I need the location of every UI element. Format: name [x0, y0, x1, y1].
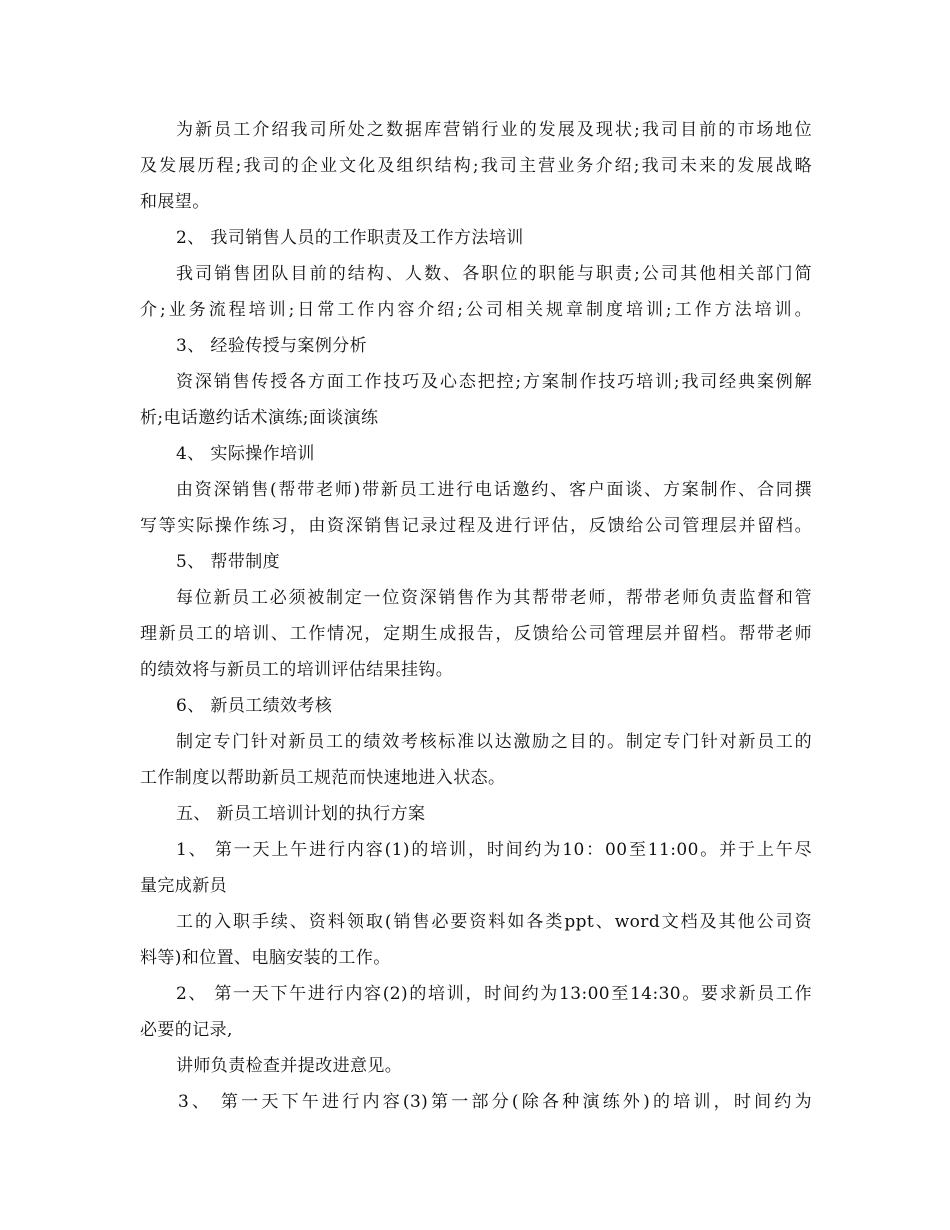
paragraph-line: 量完成新员	[140, 876, 227, 896]
section-heading: 5、 帮带制度	[176, 552, 281, 572]
paragraph-line: 理新员工的培训、工作情况，定期生成报告，反馈给公司管理层并留档。帮带老师	[140, 624, 812, 644]
section-heading: 五、 新员工培训计划的执行方案	[176, 804, 426, 824]
paragraph-line: 我司销售团队目前的结构、人数、各职位的职能与职责;公司其他相关部门简	[176, 264, 812, 284]
section-heading: 3、 经验传授与案例分析	[176, 336, 368, 356]
paragraph-line: 工作制度以帮助新员工规范而快速地进入状态。	[140, 768, 506, 788]
paragraph-line: 2、 第一天下午进行内容(2)的培训，时间约为13:00至14:30。要求新员工作	[176, 984, 812, 1004]
paragraph-line: 讲师负责检查并提改进意见。	[176, 1056, 403, 1076]
paragraph-line: 3、 第一天下午进行内容(3)第一部分(除各种演练外)的培训，时间约为	[178, 1092, 812, 1112]
paragraph-line: 制定专门针对新员工的绩效考核标准以达激励之目的。制定专门针对新员工的	[176, 732, 812, 752]
paragraph-line: 工的入职手续、资料领取(销售必要资料如各类ppt、word文档及其他公司资	[176, 912, 812, 932]
paragraph-line: 介;业务流程培训;日常工作内容介绍;公司相关规章制度培训;工作方法培训。	[140, 300, 812, 320]
paragraph-line: 料等)和位置、电脑安装的工作。	[140, 948, 391, 968]
paragraph-line: 写等实际操作练习，由资深销售记录过程及进行评估，反馈给公司管理层并留档。	[140, 516, 812, 536]
paragraph-line: 必要的记录,	[140, 1020, 233, 1040]
paragraph-line: 每位新员工必须被制定一位资深销售作为其帮带老师，帮带老师负责监督和管	[176, 588, 812, 608]
paragraph-line: 析;电话邀约话术演练;面谈演练	[140, 408, 379, 428]
paragraph-line: 1、 第一天上午进行内容(1)的培训，时间约为10：00至11:00。并于上午尽	[176, 840, 812, 860]
paragraph-line: 为新员工介绍我司所处之数据库营销行业的发展及现状;我司目前的市场地位	[176, 120, 812, 140]
paragraph-line: 由资深销售(帮带老师)带新员工进行电话邀约、客户面谈、方案制作、合同撰	[176, 480, 812, 500]
section-heading: 4、 实际操作培训	[176, 444, 315, 464]
paragraph-line: 的绩效将与新员工的培训评估结果挂钩。	[140, 660, 454, 680]
paragraph-line: 资深销售传授各方面工作技巧及心态把控;方案制作技巧培训;我司经典案例解	[176, 372, 812, 392]
section-heading: 2、 我司销售人员的工作职责及工作方法培训	[176, 228, 524, 248]
section-heading: 6、 新员工绩效考核	[176, 696, 333, 716]
paragraph-line: 及发展历程;我司的企业文化及组织结构;我司主营业务介绍;我司未来的发展战略	[140, 156, 812, 176]
paragraph-line: 和展望。	[140, 192, 210, 212]
